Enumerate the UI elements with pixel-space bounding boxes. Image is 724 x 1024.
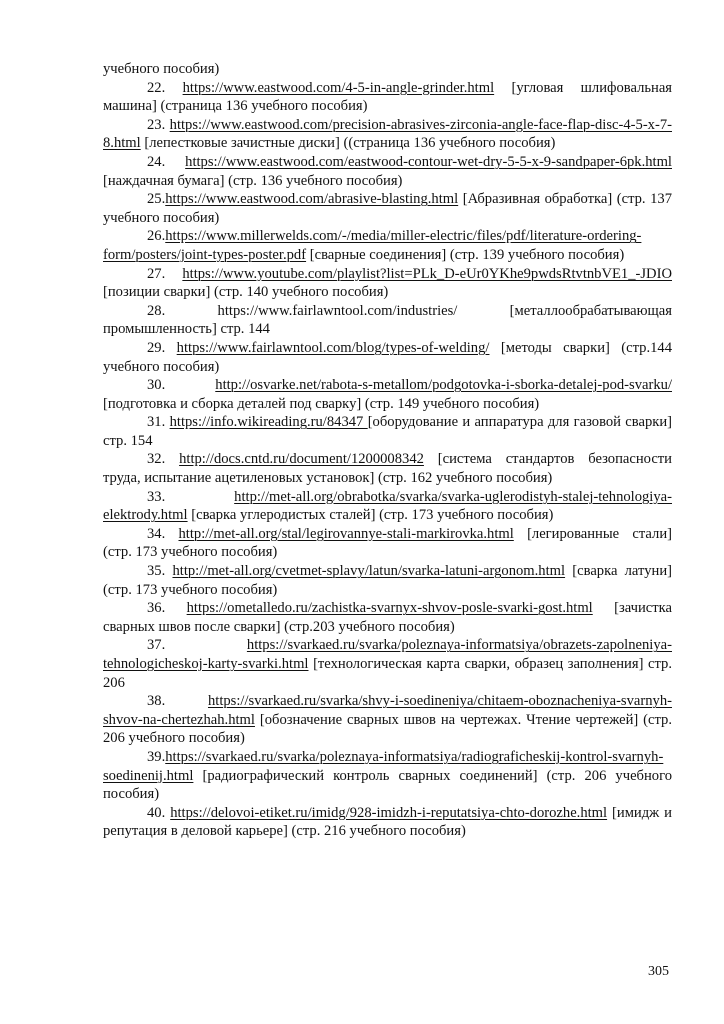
entry-link[interactable]: https://www.eastwood.com/abrasive-blasting.html (165, 191, 459, 208)
entry-link[interactable]: https://ometalledo.ru/zachistka-svarnyx-shvov-posle-svarki-gost.html (186, 600, 593, 617)
entry-number: 35. (147, 563, 166, 580)
entry-description: [система стандартов безопасности труда, испытание ацетиленовых установок] (стр. 162 учебного пособия) (103, 451, 672, 487)
entry-url-text: https://www.fairlawntool.com/industries/ (217, 302, 458, 319)
entry-number: 33. (147, 488, 166, 505)
entry-description: [сварка углеродистых сталей] (стр. 173 учебного пособия) (191, 507, 554, 524)
entry-description: [Абразивная обработка] (стр. 137 учебного пособия) (103, 191, 672, 226)
entry-description: [методы сварки] (стр.144 учебного пособия) (103, 339, 672, 375)
entry-link[interactable]: https://www.eastwood.com/eastwood-contour-wet-dry-5-5-x-9-sandpaper-6pk.html (185, 153, 672, 170)
reference-entry (103, 488, 672, 525)
entry-description: [легированные стали] (стр. 173 учебного пособия) (103, 525, 672, 561)
entry-link[interactable]: https://www.fairlawntool.com/blog/types-of-welding/ (176, 339, 490, 356)
entry-link[interactable]: https://www.youtube.com/playlist?list=PLk_D-eUr0YKhe9pwdsRtvtnbVE1_-JDIO (182, 265, 672, 282)
reference-entry (103, 599, 672, 636)
entry-description: [угловая шлифовальная машина] (страница 136 учебного пособия) (103, 79, 673, 115)
entry-description: [позиции сварки] (стр. 140 учебного пособия) (103, 284, 389, 301)
entry-link[interactable]: http://met-all.org/obrabotka/svarka/svarka-uglerodistyh-stalej-tehnologiya-elektrody.html (103, 488, 672, 524)
entry-number: 36. (147, 600, 166, 617)
reference-entry (103, 692, 672, 748)
reference-entry (103, 153, 672, 190)
reference-entry (103, 562, 672, 599)
entry-number: 30. (147, 377, 166, 394)
entry-description: [технологическая карта сварки, образец заполнения] стр. 206 (103, 656, 672, 691)
entry-description: [зачистка сварных швов после сварки] (стр.203 учебного пособия) (103, 600, 672, 635)
continuation-text: учебного пособия) (103, 61, 220, 77)
entry-number: 24. (147, 153, 166, 170)
entry-number: 32. (147, 451, 166, 468)
entry-link[interactable]: http://docs.cntd.ru/document/1200008342 (179, 451, 424, 468)
entry-number: 39. (147, 748, 166, 765)
reference-entry (103, 116, 672, 153)
entry-description: [имидж и репутация в деловой карьере] (стр. 216 учебного пособия) (103, 804, 672, 840)
entry-link[interactable]: https://svarkaed.ru/svarka/poleznaya-informatsiya/radiograficheskij-kontrol-svarnyh-soedinenij.html (103, 748, 664, 784)
entry-number: 26. (147, 228, 166, 245)
reference-entry (103, 450, 672, 487)
entry-description: [подготовка и сборка деталей под сварку] (стр. 149 учебного пособия) (103, 395, 540, 412)
entry-description: [обозначение сварных швов на чертежах. Чтение чертежей] (стр. 206 учебного пособия) (103, 711, 672, 747)
entry-link[interactable]: https://www.eastwood.com/4-5-in-angle-grinder.html (182, 79, 495, 96)
reference-entry (103, 190, 672, 227)
entry-number: 38. (147, 693, 166, 710)
reference-entry (103, 302, 672, 339)
entry-link[interactable]: https://info.wikireading.ru/84347 (169, 414, 368, 431)
entries-container (103, 79, 672, 841)
entry-link[interactable]: https://www.millerwelds.com/-/media/miller-electric/files/pdf/literature-ordering-form/posters/joint-types-poster.pdf (103, 228, 642, 263)
reference-entry (103, 804, 672, 841)
entry-description: [сварные соединения] (стр. 139 учебного пособия) (309, 246, 625, 263)
entry-number: 29. (147, 339, 166, 356)
reference-entry (103, 748, 672, 804)
entry-link[interactable]: http://met-all.org/stal/legirovannye-stali-markirovka.html (178, 525, 514, 542)
entry-description: [наждачная бумага] (стр. 136 учебного пособия) (103, 172, 403, 189)
reference-entry (103, 525, 672, 562)
entry-number: 28. (147, 302, 166, 319)
entry-number: 25. (147, 191, 166, 208)
entry-description: [радиографический контроль сварных соединений] (стр. 206 учебного пособия) (103, 767, 672, 803)
entry-number: 27. (147, 265, 166, 282)
reference-entry (103, 339, 672, 376)
entry-link[interactable]: https://delovoi-etiket.ru/imidg/928-imidzh-i-reputatsiya-chto-dorozhe.html (170, 804, 608, 821)
entry-link[interactable]: https://www.eastwood.com/precision-abrasives-zirconia-angle-face-flap-disc-4-5-x-7-8.html (103, 116, 672, 152)
reference-entry (103, 636, 672, 692)
reference-entry (103, 79, 672, 116)
entry-link[interactable]: https://svarkaed.ru/svarka/poleznaya-informatsiya/obrazets-zapolneniya-tehnologicheskoj-karty-svarki.html (103, 637, 672, 672)
entry-description: [лепестковые зачистные диски] ((страница 136 учебного пособия) (144, 135, 556, 152)
entry-link[interactable]: http://osvarke.net/rabota-s-metallom/podgotovka-i-sborka-detalej-pod-svarku/ (215, 377, 672, 394)
entry-number: 31. (147, 414, 166, 431)
entry-number: 37. (147, 637, 166, 654)
reference-entry (103, 376, 672, 413)
reference-entry (103, 265, 672, 302)
page-number: 305 (648, 964, 669, 979)
entry-number: 40. (147, 804, 166, 821)
reference-list (103, 60, 672, 841)
entry-number: 34. (147, 525, 166, 542)
entry-description: [сварка латуни] (стр. 173 учебного пособия) (103, 563, 672, 598)
entry-description: [оборудование и аппаратура для газовой сварки] стр. 154 (103, 414, 673, 449)
entry-description: [металлообрабатывающая промышленность] стр. 144 (103, 302, 672, 338)
entry-number: 22. (147, 79, 166, 96)
entry-number: 23. (147, 116, 166, 133)
entry-link[interactable]: http://met-all.org/cvetmet-splavy/latun/svarka-latuni-argonom.html (172, 563, 566, 580)
reference-entry (103, 227, 672, 264)
entry-link[interactable]: https://svarkaed.ru/svarka/shvy-i-soedineniya/chitaem-oboznacheniya-svarnyh-shvov-na-chertezhah.html (103, 693, 672, 728)
reference-entry (103, 413, 672, 450)
